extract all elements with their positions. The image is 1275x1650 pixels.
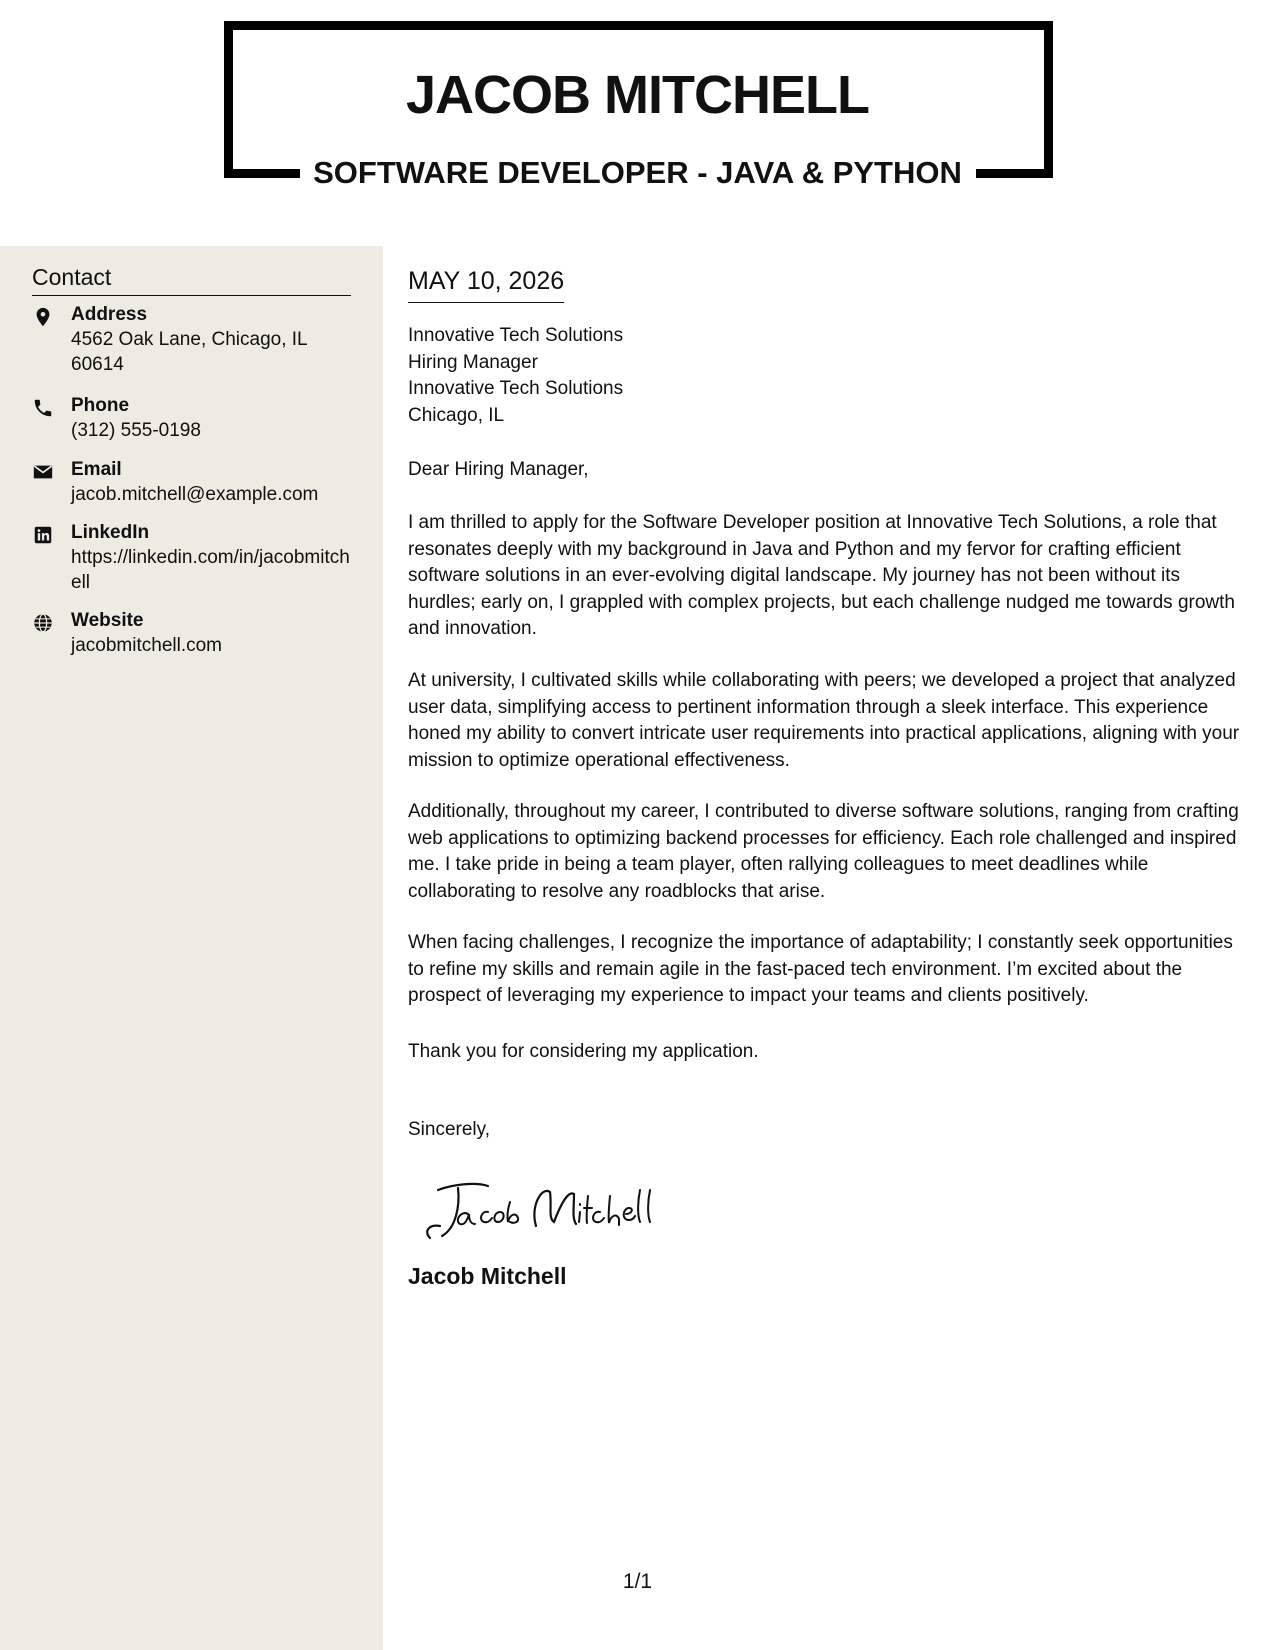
map-pin-icon <box>32 306 54 328</box>
header <box>0 0 1275 246</box>
closing: Sincerely, <box>408 1119 491 1140</box>
linkedin-value[interactable]: https://linkedin.com/in/jacobmitchell <box>71 547 350 593</box>
greeting: Dear Hiring Manager, <box>408 459 589 480</box>
signed-name: Jacob Mitchell <box>408 1263 567 1289</box>
contact-label: Website <box>71 610 144 631</box>
contact-label: Phone <box>71 395 130 416</box>
contact-label: Address <box>71 304 148 325</box>
recipient-line: Chicago, IL <box>408 404 505 426</box>
contact-label: Email <box>71 459 122 480</box>
contact-heading: Contact <box>32 262 351 296</box>
contact-sidebar <box>0 246 383 1650</box>
recipient-line: Innovative Tech Solutions <box>408 378 624 399</box>
header-frame-top <box>224 21 1053 30</box>
linkedin-icon <box>32 524 54 546</box>
recipient-line: Hiring Manager <box>408 351 538 373</box>
phone-icon <box>32 397 54 419</box>
paragraph: I am thrilled to apply for the Software Developer position at Innovative Tech Solutions, a role that resonates deeply with my background in Java and Python and my fervor for crafting efficient software solutions in an ever-evolving digital landscape. My journey has not been without its hurdles; early on, I grappled with complex projects, but each challenge nudged me towards growth and innovation. <box>408 512 1235 639</box>
phone-value: (312) 555-0198 <box>71 420 201 441</box>
applicant-name: JACOB MITCHELL <box>406 65 869 125</box>
signature-image <box>418 1166 678 1256</box>
job-title: SOFTWARE DEVELOPER - JAVA & PYTHON <box>313 155 962 190</box>
address-value: 4562 Oak Lane, Chicago, IL 60614 <box>71 329 307 375</box>
website-value[interactable]: jacobmitchell.com <box>71 635 222 656</box>
email-value[interactable]: jacob.mitchell@example.com <box>71 484 319 505</box>
recipient-line: Innovative Tech Solutions <box>408 325 624 346</box>
envelope-icon <box>32 461 54 483</box>
paragraph: When facing challenges, I recognize the importance of adaptability; I constantly seek opportunities to refine my skills and remain agile in the fast-paced tech environment. I’m excited about the prospect of leveraging my experience to impact your teams and clients positively. <box>408 932 1233 1006</box>
recipient-block <box>408 323 623 429</box>
paragraph: At university, I cultivated skills while collaborating with peers; we developed a project that analyzed user data, simplifying access to pertinent information through a sleek interface. This experience honed my ability to convert intricate user requirements into practical applications, aligning with your mission to optimize operational effectiveness. <box>408 670 1240 771</box>
letter-date: MAY 10, 2026 <box>408 265 564 303</box>
globe-icon <box>32 612 54 634</box>
paragraph: Thank you for considering my application. <box>408 1041 759 1062</box>
contact-label: LinkedIn <box>71 522 150 543</box>
paragraph: Additionally, throughout my career, I contributed to diverse software solutions, ranging from crafting web applications to optimizing backend processes for efficiency. Each role challenged and inspired me. I take pride in being a team player, often rallying colleagues to meet deadlines while collaborating to resolve any roadblocks that arise. <box>408 801 1239 902</box>
page-number: 1/1 <box>622 1570 653 1593</box>
